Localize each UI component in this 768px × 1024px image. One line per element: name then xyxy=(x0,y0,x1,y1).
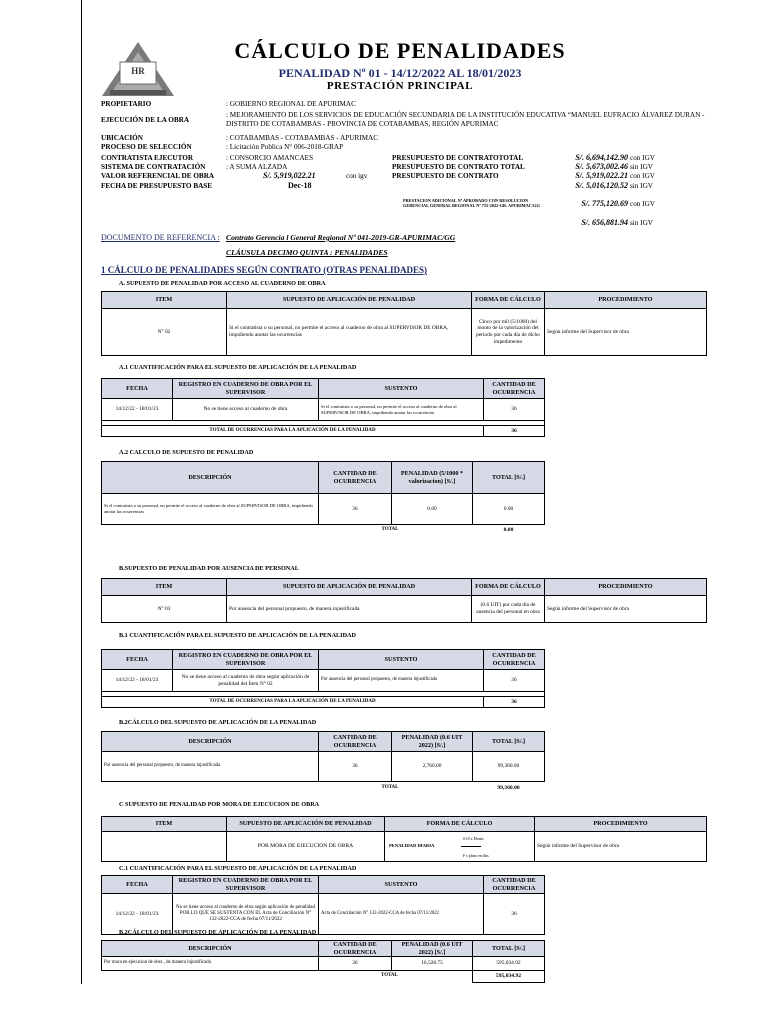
b1-total-label: TOTAL DE OCURRENCIAS PARA LA APLICACIÓN DE LA PENALIDAD xyxy=(102,697,484,708)
valor-label: VALOR REFERENCIAL DE OBRA xyxy=(101,172,215,180)
ejecucion-value: : MEJORAMIENTO DE LOS SERVICIOS DE EDUCACIÓN SECUNDARIA DE LA INSTITUCIÓN EDUCATIVA “MANUEL EUFRACIO ÁLVAREZ DURAN - DISTRITO DE COTABAMBAS - PROVINCIA DE COTABAMBAS, REGIÓN APURIMAC xyxy=(226,111,705,128)
presupuesto-1-value: S/. 6,694,142.90 xyxy=(575,153,628,162)
ubicacion-value: : COTABAMBAS - COTABAMBAS - APURIMAC xyxy=(226,134,379,142)
section-a2-table: DESCRIPCIÓN CANTIDAD DE OCURRENCIA PENALIDAD (5/1000 * valorizacion) [S/.] TOTAL [S/.] Si el contratista o su personal, no permite el acceso al cuaderno de obra al SUPERVISOR DE OBRA, impidiendo anotar las ocurrencias 36 0.00 0.00 TOTAL 0.00 xyxy=(101,461,545,536)
presupuesto-6-suffix: sin IGV xyxy=(630,219,653,227)
table-row: N° 03 Por ausencia del personal propuesto, de manera injustificada (0.6 UIT) por cada día de ausencia del personal en obra Según informe del Supervisor de obra xyxy=(102,596,707,623)
col-item: ITEM xyxy=(102,292,227,309)
propietario-label: PROPIETARIO xyxy=(101,100,152,108)
table-row: N° 02 Si el contratista o su personal, no permite el acceso al cuaderno de obra al SUPERVISOR DE OBRA, impidiendo anotar las ocurrencias Cinco por mil (5/1000) del monto de la valorización del periodo por cada día de dicho impedimento Según informe del Supervisor de obra xyxy=(102,309,707,356)
section-a1-title: A.1 CUANTIFICACIÓN PARA EL SUPUESTO DE APLICACIÓN DE LA PENALIDAD xyxy=(119,364,357,371)
presupuesto-5-suffix: con IGV xyxy=(630,200,655,208)
a2-total-label: TOTAL xyxy=(381,526,399,532)
sistema-value: : A SUMA ALZADA xyxy=(226,163,288,171)
ubicacion-label: UBICACIÓN xyxy=(101,134,143,142)
b1-total-value: 36 xyxy=(484,697,545,708)
table-row: 14/12/22 - 18/01/23 No se tiene acceso al cuaderno de obra según aplicación de penalidad POR LO QUE SE SUSTENTA CON EL Acta de Conciliación N° 132-2022-CCA de fecha 07/11/2022 Acta de Conciliación N° 132-2022-CCA de fecha 07/11/2022 36 xyxy=(102,894,545,935)
propietario-value: : GOBIERNO REGIONAL DE APURIMAC xyxy=(226,100,356,108)
presupuesto-1-label: PRESUPUESTO DE CONTRATOTOTAL xyxy=(392,154,524,162)
section-c2-title: B.2CÁLCULO DEL SUPUESTO DE APLICACIÓN DE LA PENALIDAD xyxy=(119,929,317,936)
presupuesto-5-value: S/. 775,120.69 xyxy=(581,199,628,208)
presupuesto-3-suffix: con IGV xyxy=(630,172,655,180)
section-b1-table: FECHA REGISTRO EN CUADERNO DE OBRA POR EL SUPERVISOR SUSTENTO CANTIDAD DE OCURRENCIA 14/12/22 - 18/01/23 No se tiene acceso al cuaderno de obra según aplicación de penalidad del Ítem N° 02 Por ausencia del personal propuesto, de manera injustificada 36 TOTAL DE OCURRENCIAS PARA LA APLICACIÓN DE LA PENALIDAD 36 xyxy=(101,649,545,708)
section-b1-title: B.1 CUANTIFICACIÓN PARA EL SUPUESTO DE APLICACIÓN DE LA PENALIDAD xyxy=(119,632,356,639)
table-row: 14/12/22 - 18/01/23 No se tiene acceso al cuaderno de obra Si el contratista o su personal, no permite el acceso al cuaderno de obra al SUPERVISOR DE OBRA, impidiendo anotar las ocurrencias 36 xyxy=(102,399,545,421)
section-b-title: B.SUPUESTO DE PENALIDAD POR AUSENCIA DE PERSONAL xyxy=(119,565,299,572)
ejecucion-label: EJECUCIÓN DE LA OBRA xyxy=(101,116,190,124)
section-b-table: ITEM SUPUESTO DE APLICACIÓN DE PENALIDAD FORMA DE CÁLCULO PROCEDIMIENTO N° 03 Por ausencia del personal propuesto, de manera injustificada (0.6 UIT) por cada día de ausencia del personal en obra Según informe del Supervisor de obra xyxy=(101,578,707,623)
proceso-value: : Licitación Publica N° 006-2018-GRAP xyxy=(226,143,344,151)
presupuesto-1-suffix: con IGV xyxy=(630,154,655,162)
left-margin-line xyxy=(81,0,82,984)
page-title: CÁLCULO DE PENALIDADES xyxy=(234,38,566,63)
fecha-value: Dec-18 xyxy=(288,181,312,190)
section-c2-table: DESCRIPCIÓN CANTIDAD DE OCURRENCIA PENALIDAD (0.6 UIT 2022) [S/.] TOTAL [S/.] Por mora en ejecucion de obra , de manera injustificada 36 16,528.75 595,034.92 TOTAL 595,034.92 xyxy=(101,940,545,983)
table-row: Por mora en ejecucion de obra , de manera injustificada 36 16,528.75 595,034.92 xyxy=(102,957,545,971)
contratista-label: CONTRATISTA EJECUTOR xyxy=(101,154,194,162)
b2-total-label: TOTAL xyxy=(381,785,399,791)
valor-suffix: con igv xyxy=(346,172,368,180)
presupuesto-4-suffix: sin IGV xyxy=(630,182,653,190)
c2-total-value: 595,034.92 xyxy=(473,971,545,983)
section-a-table xyxy=(101,291,707,356)
col-supuesto: SUPUESTO DE APLICACIÓN DE PENALIDAD xyxy=(227,292,472,309)
col-procedimiento: PROCEDIMIENTO xyxy=(545,292,707,309)
prestacion-subtitle: PRESTACIÓN PRINCIPAL xyxy=(326,80,474,92)
referencia-value: Contrato Gerencia l General Regional Nº 041-2019-GR-APURIMAC/GG xyxy=(226,233,456,242)
table-row: Por ausencia del personal propuesto, de manera injustificada 36 2,760.00 99,360.00 xyxy=(102,752,545,782)
presupuesto-2-suffix: sin IGV xyxy=(630,163,653,171)
section-c-table: ITEM SUPUESTO DE APLICACIÓN DE PENALIDAD FORMA DE CÁLCULO PROCEDIMIENTO POR MORA DE EJECUCION DE OBRA PENALIDAD DIARIA 0.10 x Monto F x plazo en días Según informe del Supervisor de obra xyxy=(101,816,707,862)
presupuesto-3-label: PRESUPUESTO DE CONTRATO xyxy=(392,172,499,180)
contratista-value: : CONSORCIO AMANCAES xyxy=(226,154,314,162)
penalty-subtitle: PENALIDAD Nº 01 - 14/12/2022 AL 18/01/2023 xyxy=(278,66,522,80)
section-c1-table: FECHA REGISTRO EN CUADERNO DE OBRA POR EL SUPERVISOR SUSTENTO CANTIDAD DE OCURRENCIA 14/12/22 - 18/01/23 No se tiene acceso al cuaderno de obra según aplicación de penalidad POR LO QUE SE SUSTENTA CON EL Acta de Conciliación N° 132-2022-CCA de fecha 07/11/2022 Acta de Conciliación N° 132-2022-CCA de fecha 07/11/2022 36 xyxy=(101,875,545,935)
sistema-label: SISTEMA DE CONTRATACIÓN xyxy=(101,163,206,171)
a2-total-value: 0.00 xyxy=(503,526,514,533)
prestacion-adicional-label: PRESTACION ADICIONAL Nº APROBADO CON RESOLUCION GERENCIAL GENERAL REGIONAL Nº 755-2022-GR. APURIMAC/GG xyxy=(403,198,540,209)
presupuesto-2-label: PRESUPUESTO DE CONTRATO TOTAL xyxy=(392,163,525,171)
a1-total-label: TOTAL DE OCURRENCIAS PARA LA APLICACIÓN DE LA PENALIDAD xyxy=(102,426,484,437)
section-c-title: C SUPUESTO DE PENALIDAD POR MORA DE EJECUCION DE OBRA xyxy=(119,801,320,808)
referencia-label: DOCUMENTO DE REFERENCIA : xyxy=(101,233,220,242)
b2-total-value: 99,360.00 xyxy=(497,785,520,792)
company-logo xyxy=(98,40,178,98)
svg-text:HR: HR xyxy=(131,66,145,76)
section-c1-title: C.1 CUANTIFICACIÓN PARA EL SUPUESTO DE APLICACIÓN DE LA PENALIDAD xyxy=(119,865,357,872)
table-row: Si el contratista o su personal, no permite el acceso al cuaderno de obra al SUPERVISOR DE OBRA, impidiendo anotar las ocurrencias 36 0.00 0.00 xyxy=(102,494,545,525)
presupuesto-6-value: S/. 656,881.94 xyxy=(581,218,628,227)
section-a1-table: FECHA REGISTRO EN CUADERNO DE OBRA POR EL SUPERVISOR SUSTENTO CANTIDAD DE OCURRENCIA 14/12/22 - 18/01/23 No se tiene acceso al cuaderno de obra Si el contratista o su personal, no permite el acceso al cuaderno de obra al SUPERVISOR DE OBRA, impidiendo anotar las ocurrencias 36 TOTAL DE OCURRENCIAS PARA LA APLICACIÓN DE LA PENALIDAD 36 xyxy=(101,378,545,437)
presupuesto-4-value: S/. 5,016,120.52 xyxy=(575,181,628,190)
proceso-label: PROCESO DE SELECCIÓN xyxy=(101,143,192,151)
c2-total-label: TOTAL xyxy=(102,971,473,983)
presupuesto-3-value: S/. 5,919,022.21 xyxy=(575,171,628,180)
section-b2-title: B.2CÁLCULO DEL SUPUESTO DE APLICACIÓN DE LA PENALIDAD xyxy=(119,719,317,726)
a1-total-value: 36 xyxy=(484,426,545,437)
valor-value: S/. 5,919,022.21 xyxy=(263,171,316,180)
col-forma: FORMA DE CÁLCULO xyxy=(472,292,545,309)
table-row: 14/12/22 - 18/01/23 No se tiene acceso al cuaderno de obra según aplicación de penalidad del Ítem N° 02 Por ausencia del personal propuesto, de manera injustificada 36 xyxy=(102,670,545,692)
section-b2-table: DESCRIPCIÓN CANTIDAD DE OCURRENCIA PENALIDAD (0.6 UIT 2022) [S/.] TOTAL [S/.] Por ausencia del personal propuesto, de manera injustificada 36 2,760.00 99,360.00 TOTAL 99,360.00 xyxy=(101,731,545,796)
section-1-title: 1 CÁLCULO DE PENALIDADES SEGÚN CONTRATO (OTRAS PENALIDADES) xyxy=(101,265,427,275)
clausula-label: CLÁUSULA DECIMO QUINTA : PENALIDADES xyxy=(226,248,388,257)
table-row: POR MORA DE EJECUCION DE OBRA PENALIDAD DIARIA 0.10 x Monto F x plazo en días Según informe del Supervisor de obra xyxy=(102,832,707,862)
presupuesto-2-value: S/. 5,673,002.46 xyxy=(575,162,628,171)
fecha-label: FECHA DE PRESUPUESTO BASE xyxy=(101,182,213,190)
section-a2-title: A.2 CALCULO DE SUPUESTO DE PENALIDAD xyxy=(119,449,254,456)
section-a-title: A. SUPUESTO DE PENALIDAD POR ACCESO AL CUADERNO DE OBRA xyxy=(119,280,326,287)
